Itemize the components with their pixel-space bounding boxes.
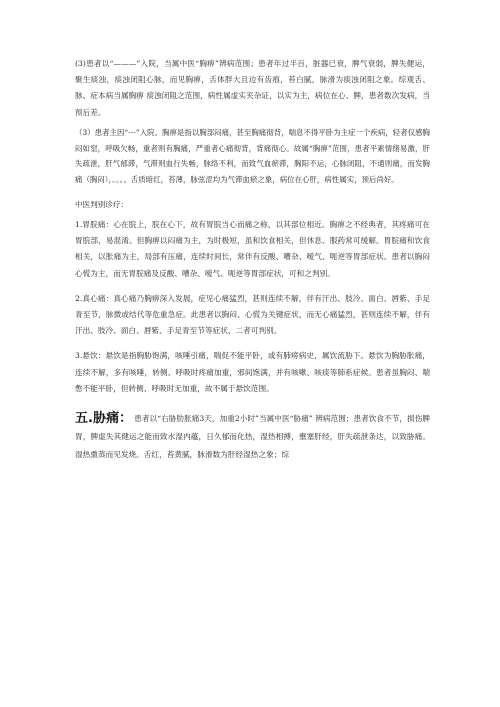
- differential-item-3: 3.悬饮：悬饮是指胸胁饱满，咳唾引痛，喘促不能平卧，或有肺痨病史，属饮流胁下。悬饮为胸胁胀痛，连续不解，多有咳唾，转侧、呼吸时疼痛加重，邪间饱满，并有咳嗽、咳痰等肺系症候。患者虽胸闷、喘憋不能平卧，但转侧、呼吸时无加重，故不属于悬饮范围。: [75, 351, 430, 393]
- paragraph-case-3b: （3）患者主因“---”入院。胸痹是指以胸部闷痛，甚至胸痛彻背，喘息不得平卧为主症一个疾病，轻者仅感胸闷如窒，呼吸欠畅，重者则有胸痛，严重者心痛彻背，背痛彻心。故属“胸痹”范围，患者平素情绪易激，肝失疏泄，肝气郁滞，气滞则血行失畅，脉络不利，而致气血瘀滞，胸阳不运，心脉闭阻，不通则痛，而发胸痛（胸闷），。。。。舌质暗红，苔薄，脉弦涩均为气滞血瘀之象，病位在心肝，病性属实，预后尚好。: [75, 127, 430, 185]
- section-5-paragraph: [75, 410, 430, 464]
- section-5-title: 五.胁痛：: [75, 411, 133, 427]
- section-5-text: 患者以“右胁肋胀痛3天，加重2小时”当属中医“胁痛” 辨病范围；患者饮食不节，损伤脾胃，脾虚失其健运之能而致水湿内蕴，日久郁而化热，湿热相搏，壅塞肝经，肝失疏泄条达，以致胁痛。湿热熏蒸而见发烧。舌红，苔黄腻，脉滑数为肝经湿热之象；综: [75, 414, 430, 460]
- differential-item-1: 1.胃脘痛：心在脘上，脘在心下，故有胃脘当心而痛之称，以其部位相近。胸痹之不经典者，其疼痛可在胃脘部，易混淆。但胸痹以闷痛为主，为时极短，虽和饮食相关，但休息、服药常可缓解。胃脘痛和饮食相关，以胀痛为主，局部有压痛，连续时间长，常伴有反酸、嘈杂、嗳气、呃逆等胃部症状。患者以胸闷心慌为主，而无胃脘痛及反酸、嘈杂、嗳气、呃逆等胃部症状，可和之判别。: [75, 220, 430, 278]
- differential-item-2: 2.真心痛：真心痛乃胸痹深入发展，症见心痛猛烈，甚则连续不解，伴有汗出、肢冷、面白、唇紫、手足青至节，脉微或结代等危重急症。此患者以胸闷、心慌为关键症状，而无心痛猛烈，甚则连续不解，伴有汗出、肢冷、面白、唇紫、手足青至节等症状，二者可判别。: [75, 293, 430, 336]
- section-5: [75, 410, 430, 464]
- document-body: [75, 56, 430, 464]
- paragraph-case-3a: (3)患者以“———”入院，当属中医“胸痹”辨病范围；患者年过半百，脏器已衰，脾气衰弱，脾失健运，聚生痰浊，痰浊闭阻心脉，而见胸痹，舌体胖大且边有齿痕，苔白腻，脉滑为痰浊闭阻之象。综观舌、脉、症本病当属胸痹 痰浊闭阻之范围，病性属虚实夹杂证，以实为主，病位在心、脾，患者数次发病，当预后差。: [75, 59, 430, 117]
- section-heading-differential: 中医判别诊疗：: [75, 200, 129, 209]
